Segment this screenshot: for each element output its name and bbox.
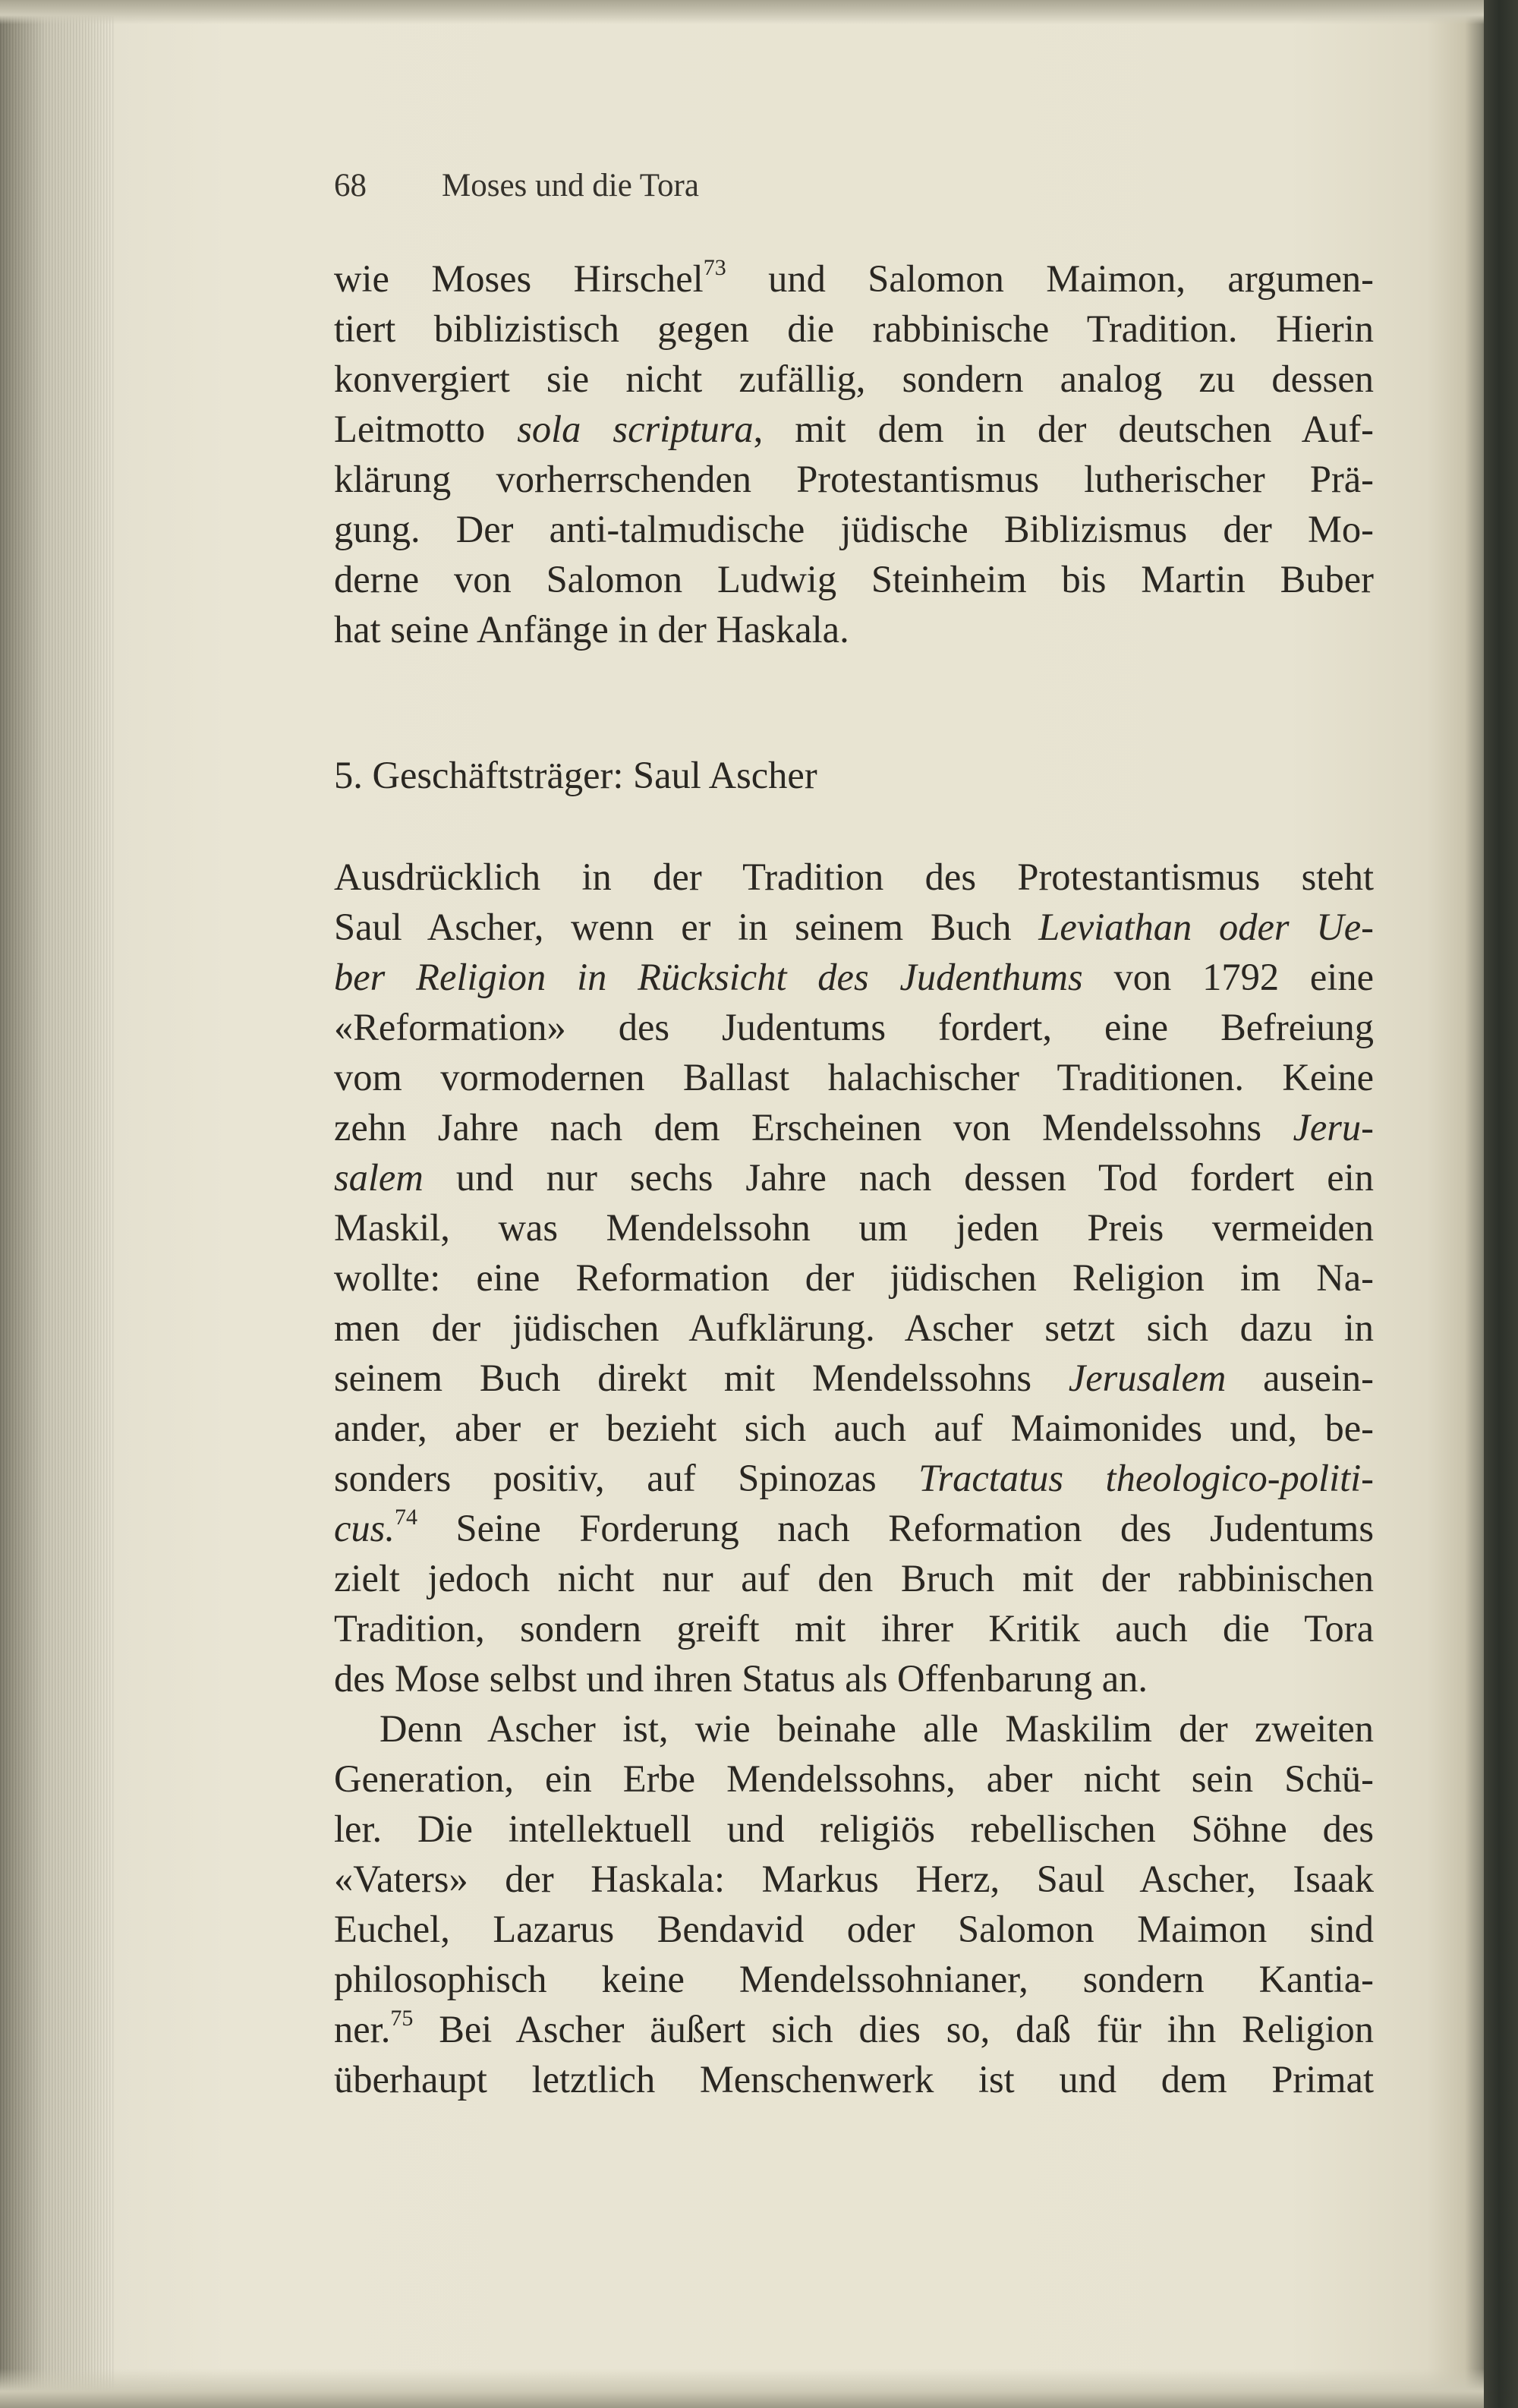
text-line: «Reformation» des Judentums fordert, eine Befreiung (334, 1006, 1374, 1048)
footnote-ref: 75 (390, 2006, 414, 2031)
bottom-edge (0, 2369, 1488, 2408)
text-line: ber Religion in Rücksicht des Judenthums von 1792 eine (334, 956, 1374, 998)
text-line: hat seine Anfänge in der Haskala. (334, 608, 849, 651)
text-line: Generation, ein Erbe Mendelssohns, aber nicht sein Schü- (334, 1757, 1374, 1800)
text-line: vom vormodernen Ballast halachischer Traditionen. Keine (334, 1056, 1374, 1098)
text-line: ner.$^{75}$ Bei Ascher äußert sich dies so, daß für ihn Religion (334, 2006, 1374, 2050)
text-line: Denn Ascher ist, wie beinahe alle Maskilim der zweiten (380, 1707, 1374, 1750)
text-line: klärung vorherrschenden Protestantismus lutherischer Prä- (334, 458, 1374, 500)
text-line: zehn Jahre nach dem Erscheinen von Mendelssohns Jeru- (334, 1106, 1374, 1149)
text-line: Ausdrücklich in der Tradition des Protestantismus steht (334, 856, 1374, 898)
text-line: men der jüdischen Aufklärung. Ascher setzt sich dazu in (334, 1306, 1374, 1349)
text-line: überhaupt letztlich Menschenwerk ist und dem Primat (334, 2058, 1374, 2101)
text-line: ler. Die intellektuell und religiös rebellischen Söhne des (334, 1808, 1374, 1850)
text-line: Leitmotto sola scriptura, mit dem in der deutschen Auf- (334, 408, 1374, 450)
text-line: wollte: eine Reformation der jüdischen Religion im Na- (334, 1256, 1374, 1299)
running-header (334, 167, 1374, 204)
text-line: seinem Buch direkt mit Mendelssohns Jerusalem ausein- (334, 1357, 1374, 1399)
text-line: philosophisch keine Mendelssohnianer, sondern Kantia- (334, 1958, 1374, 2000)
page-number: 68 (334, 168, 367, 203)
page-edges (0, 0, 114, 2408)
text-line: Maskil, was Mendelssohn um jeden Preis vermeiden (334, 1206, 1374, 1249)
footnote-ref: 73 (703, 255, 726, 280)
text-line: sonders positiv, auf Spinozas Tractatus theologico-politi- (334, 1457, 1374, 1499)
text-line: derne von Salomon Ludwig Steinheim bis Martin Buber (334, 558, 1374, 600)
text-line: salem und nur sechs Jahre nach dessen Tod fordert ein (334, 1156, 1374, 1199)
text-line: «Vaters» der Haskala: Markus Herz, Saul Ascher, Isaak (334, 1858, 1374, 1900)
text-line: zielt jedoch nicht nur auf den Bruch mit der rabbinischen (334, 1557, 1374, 1600)
text-line: gung. Der anti-talmudische jüdische Biblizismus der Mo- (334, 508, 1374, 550)
text-line: tiert biblizistisch gegen die rabbinische Tradition. Hierin (334, 307, 1374, 350)
text-line: konvergiert sie nicht zufällig, sondern analog zu dessen (334, 358, 1374, 400)
top-edge (0, 0, 1488, 24)
footnote-ref: 74 (394, 1505, 417, 1530)
text-line: cus.$^{74}$ Seine Forderung nach Reformation des Judentums (334, 1505, 1374, 1549)
running-title: Moses und die Tora (442, 168, 699, 203)
section-heading: 5. Geschäftsträger: Saul Ascher (334, 754, 817, 796)
text-line: des Mose selbst und ihren Status als Offenbarung an. (334, 1657, 1148, 1700)
book-cover-edge (1484, 0, 1518, 2408)
text-line: Euchel, Lazarus Bendavid oder Salomon Maimon sind (334, 1908, 1374, 1950)
text-line: ander, aber er bezieht sich auch auf Maimonides und, be- (334, 1407, 1374, 1449)
text-line: Saul Ascher, wenn er in seinem Buch Leviathan oder Ue- (334, 906, 1374, 948)
text-line: Tradition, sondern greift mit ihrer Kritik auch die Tora (334, 1607, 1374, 1650)
text-line: wie Moses Hirschel$^{73}$ und Salomon Maimon, argumen- (334, 255, 1374, 300)
